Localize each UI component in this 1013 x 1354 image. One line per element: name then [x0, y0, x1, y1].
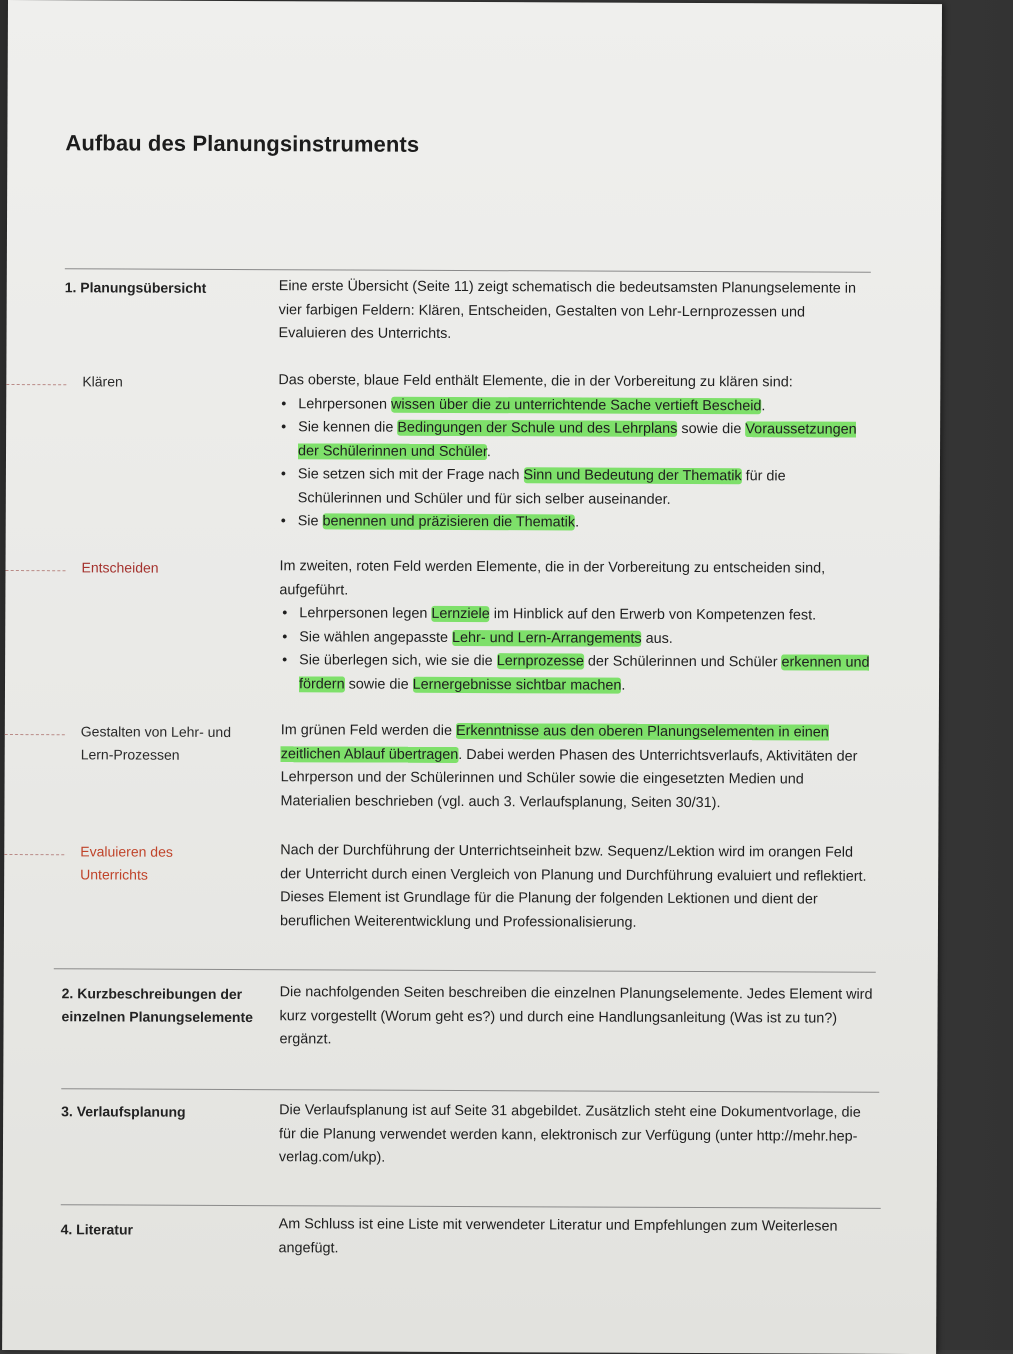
book-page [2, 0, 942, 1354]
highlight: Bedingungen der Schule und des Lehrplans [397, 419, 678, 437]
divider [61, 1204, 881, 1209]
paragraph: Das oberste, blaue Feld enthält Elemente, die in der Vorbereitung zu klären sind: [278, 372, 793, 391]
text-gestalten [280, 719, 874, 816]
paragraph [280, 719, 874, 816]
list-item [278, 463, 872, 513]
label-verlaufsplanung: 3. Verlaufsplanung [61, 1103, 186, 1120]
margin-mark [6, 384, 66, 385]
text-run: im Hinblick auf den Erwerb von Kompetenzen fest. [489, 606, 817, 624]
highlight: Lehr- und Lern-Arrangements [452, 629, 642, 647]
paragraph: Die Verlaufsplanung ist auf Seite 31 abgebildet. Zusätzlich steht eine Dokumentvorlage, die für die Planung verwendet werden kann, elektronisch zur Verfügung (unter http://mehr.hep-verlag.com/ukp). [278, 1102, 861, 1166]
text-run: . [621, 677, 626, 694]
text-literatur [279, 1213, 873, 1263]
list-item [278, 510, 872, 536]
label-kurzbeschreibungen: 2. Kurzbeschreibungen der einzelnen Planungselemente [61, 985, 253, 1026]
text-run: . [486, 443, 491, 460]
divider [61, 1088, 879, 1093]
text-run: Im grünen Feld werden die [280, 722, 457, 739]
text-run: Lehrpersonen [298, 395, 392, 413]
list-item [278, 393, 872, 419]
label-klaeren: Klären [82, 373, 123, 390]
paragraph: Eine erste Übersicht (Seite 11) zeigt schematisch die bedeutsamsten Planungselemente in vier farbigen Feldern: Klären, Entscheiden, Gestalten von Lehr-Lernprozessen und Evaluieren des Unterrichts. [278, 278, 857, 342]
highlight: Lernprozesse [496, 653, 584, 670]
text-run: sowie die [344, 675, 413, 693]
highlight: Voraussetzungen der Schülerinnen und Schüler [298, 421, 857, 460]
text-run: Lehrpersonen legen [299, 605, 432, 622]
divider-top [65, 268, 871, 273]
list-item [279, 626, 873, 652]
text-run: Sie überlegen sich, wie sie die [299, 652, 497, 670]
paragraph: Die nachfolgenden Seiten beschreiben die einzelnen Planungselemente. Jedes Element wird kurz vorgestellt (Worum geht es?) und durch eine Handlungsanleitung (Was ist zu tun?) ergänzt. [279, 984, 873, 1048]
text-kurzbeschreibungen [279, 981, 873, 1054]
label-evaluieren: Evaluieren des Unterrichts [80, 843, 173, 883]
margin-mark [6, 570, 66, 571]
text-run: Sie kennen die [298, 419, 398, 436]
text-run: der Schülerinnen und Schüler [583, 653, 782, 671]
label-gestalten: Gestalten von Lehr- und Lern-Prozessen [80, 723, 232, 763]
label-literatur: 4. Literatur [60, 1221, 134, 1238]
page-title: Aufbau des Planungsinstruments [65, 130, 420, 157]
text-run: . Dabei werden Phasen des Unterrichtsverlaufs, Aktivitäten der Lehrperson und der Schülerinnen und Schüler sowie die eingesetzten Medien und Materialien beschrieben (vgl. auch 3. Verlaufsplanung, Seiten 30/31). [280, 746, 858, 811]
highlight: Erkenntnisse aus den oberen Planungselementen in einen zeitlichen Ablauf übertragen [280, 722, 829, 763]
highlight: Lernziele [431, 605, 490, 623]
text-run: . [761, 397, 766, 414]
text-run: sowie die [677, 420, 746, 438]
highlight: wissen über die zu unterrichtende Sache vertieft Bescheid [391, 396, 762, 414]
text-run: Sie setzen sich mit der Frage nach [297, 466, 524, 484]
paragraph: Am Schluss ist eine Liste mit verwendeter Literatur und Empfehlungen zum Weiterlesen angefügt. [278, 1216, 838, 1256]
text-evaluieren [280, 839, 874, 936]
bullet-list [279, 602, 873, 699]
text-run: aus. [641, 630, 673, 647]
text-planungsuebersicht [278, 275, 872, 348]
text-run: Sie [297, 513, 323, 530]
highlight: Sinn und Bedeutung der Thematik [523, 467, 742, 485]
text-verlaufsplanung [279, 1099, 873, 1172]
label-entscheiden: Entscheiden [81, 559, 159, 576]
highlight: benennen und präzisieren die Thematik [322, 513, 576, 531]
text-run: Sie wählen angepasste [299, 628, 453, 646]
text-entscheiden [279, 555, 874, 699]
margin-mark [5, 734, 65, 735]
list-item [278, 416, 872, 466]
text-klaeren [278, 369, 873, 536]
list-item [279, 602, 873, 628]
margin-mark [4, 854, 64, 855]
paragraph: Nach der Durchführung der Unterrichtseinheit bzw. Sequenz/Lektion wird im orangen Feld der Unterricht durch einen Vergleich von Planung und Durchführung evaluiert und reflektiert. Dieses Element ist Grundlage für die Planung der folgenden Lektionen und dient der beruflichen Weiterentwicklung und Professionalisierung. [279, 842, 867, 931]
highlight: Lernergebnisse sichtbar machen [412, 676, 622, 694]
list-item [279, 649, 873, 699]
highlight: erkennen und fördern [298, 654, 870, 692]
bullet-list [278, 393, 873, 537]
text-run: . [575, 514, 580, 531]
text-run: für die Schülerinnen und Schüler und für sich selber auseinander. [297, 468, 786, 508]
label-planungsuebersicht: 1. Planungsübersicht [64, 279, 207, 296]
paragraph: Im zweiten, roten Feld werden Elemente, die in der Vorbereitung zu entscheiden sind, aufgeführt. [279, 558, 826, 598]
divider [54, 968, 876, 973]
